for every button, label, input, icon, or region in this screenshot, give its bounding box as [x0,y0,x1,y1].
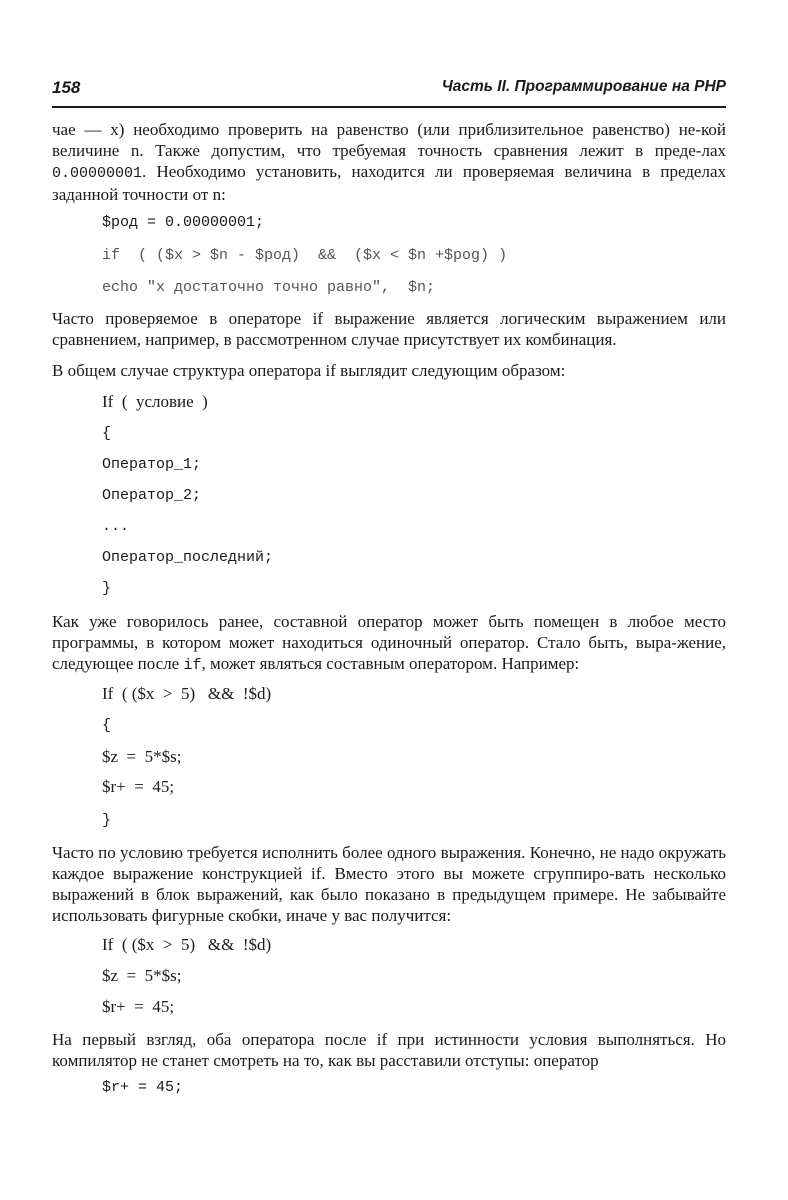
code-line: $r+ = 45; [102,1079,184,1096]
code-line: ... [102,518,130,535]
code-line: Оператор_последний; [102,549,274,566]
paragraph-4: Как уже говорилось ранее, составной оператор может быть помещен в любое место программы, в котором может находиться одиночный оператор. Стало быть, выра-жение, следующее после if, может являться составным оператором. Например: [52,612,726,674]
running-title: Часть II. Программирование на PHP [441,78,726,95]
paragraph-6: На первый взгляд, оба оператора после if при истинности условия выполняться. Но компилятор не станет смотреть на то, как вы расставили отступы: оператор [52,1030,726,1070]
code-line: } [102,812,112,829]
code-line: echo "x достаточно точно равно", $n; [102,279,436,296]
code-line: { [102,717,112,734]
page-number: 158 [52,78,81,97]
code-line: if ( ($x > $n - $род) && ($x < $n +$pog) ) [102,247,508,264]
code-line: If ( ($x > 5) && !$d) [102,684,272,703]
code-line: } [102,580,112,597]
page-header [52,78,726,102]
code-line: Оператор_2; [102,487,202,504]
code-line: If ( условие ) [102,392,208,411]
paragraph-3: В общем случае структура оператора if выглядит следующим образом: [52,361,566,380]
code-line: $род = 0.00000001; [102,214,265,231]
paragraph-1: чае — x) необходимо проверить на равенство (или приблизительное равенство) не-кой величине n. Также допустим, что требуемая точность сравнения лежит в преде-лах 0.00000001. Необходимо установить, находится ли проверяемая величина в пределах заданной точности от n: [52,120,726,204]
code-line: $r+ = 45; [102,997,175,1016]
code-line: $z = 5*$s; [102,747,182,766]
code-line: $r+ = 45; [102,777,175,796]
code-line: Оператор_1; [102,456,202,473]
paragraph-2: Часто проверяемое в операторе if выражение является логическим выражением или сравнением, например, в рассмотренном случае присутствует их комбинация. [52,309,726,349]
code-line: If ( ($x > 5) && !$d) [102,935,272,954]
code-line: $z = 5*$s; [102,966,182,985]
paragraph-5: Часто по условию требуется исполнить более одного выражения. Конечно, не надо окружать каждое выражение конструкцией if. Вместо этого вы можете сгруппиро-вать несколько выражений в блок выражений, как было показано в предыдущем примере. Не забывайте использовать фигурные скобки, иначе у вас получится: [52,843,726,925]
code-line: { [102,425,112,442]
header-rule [52,106,726,108]
